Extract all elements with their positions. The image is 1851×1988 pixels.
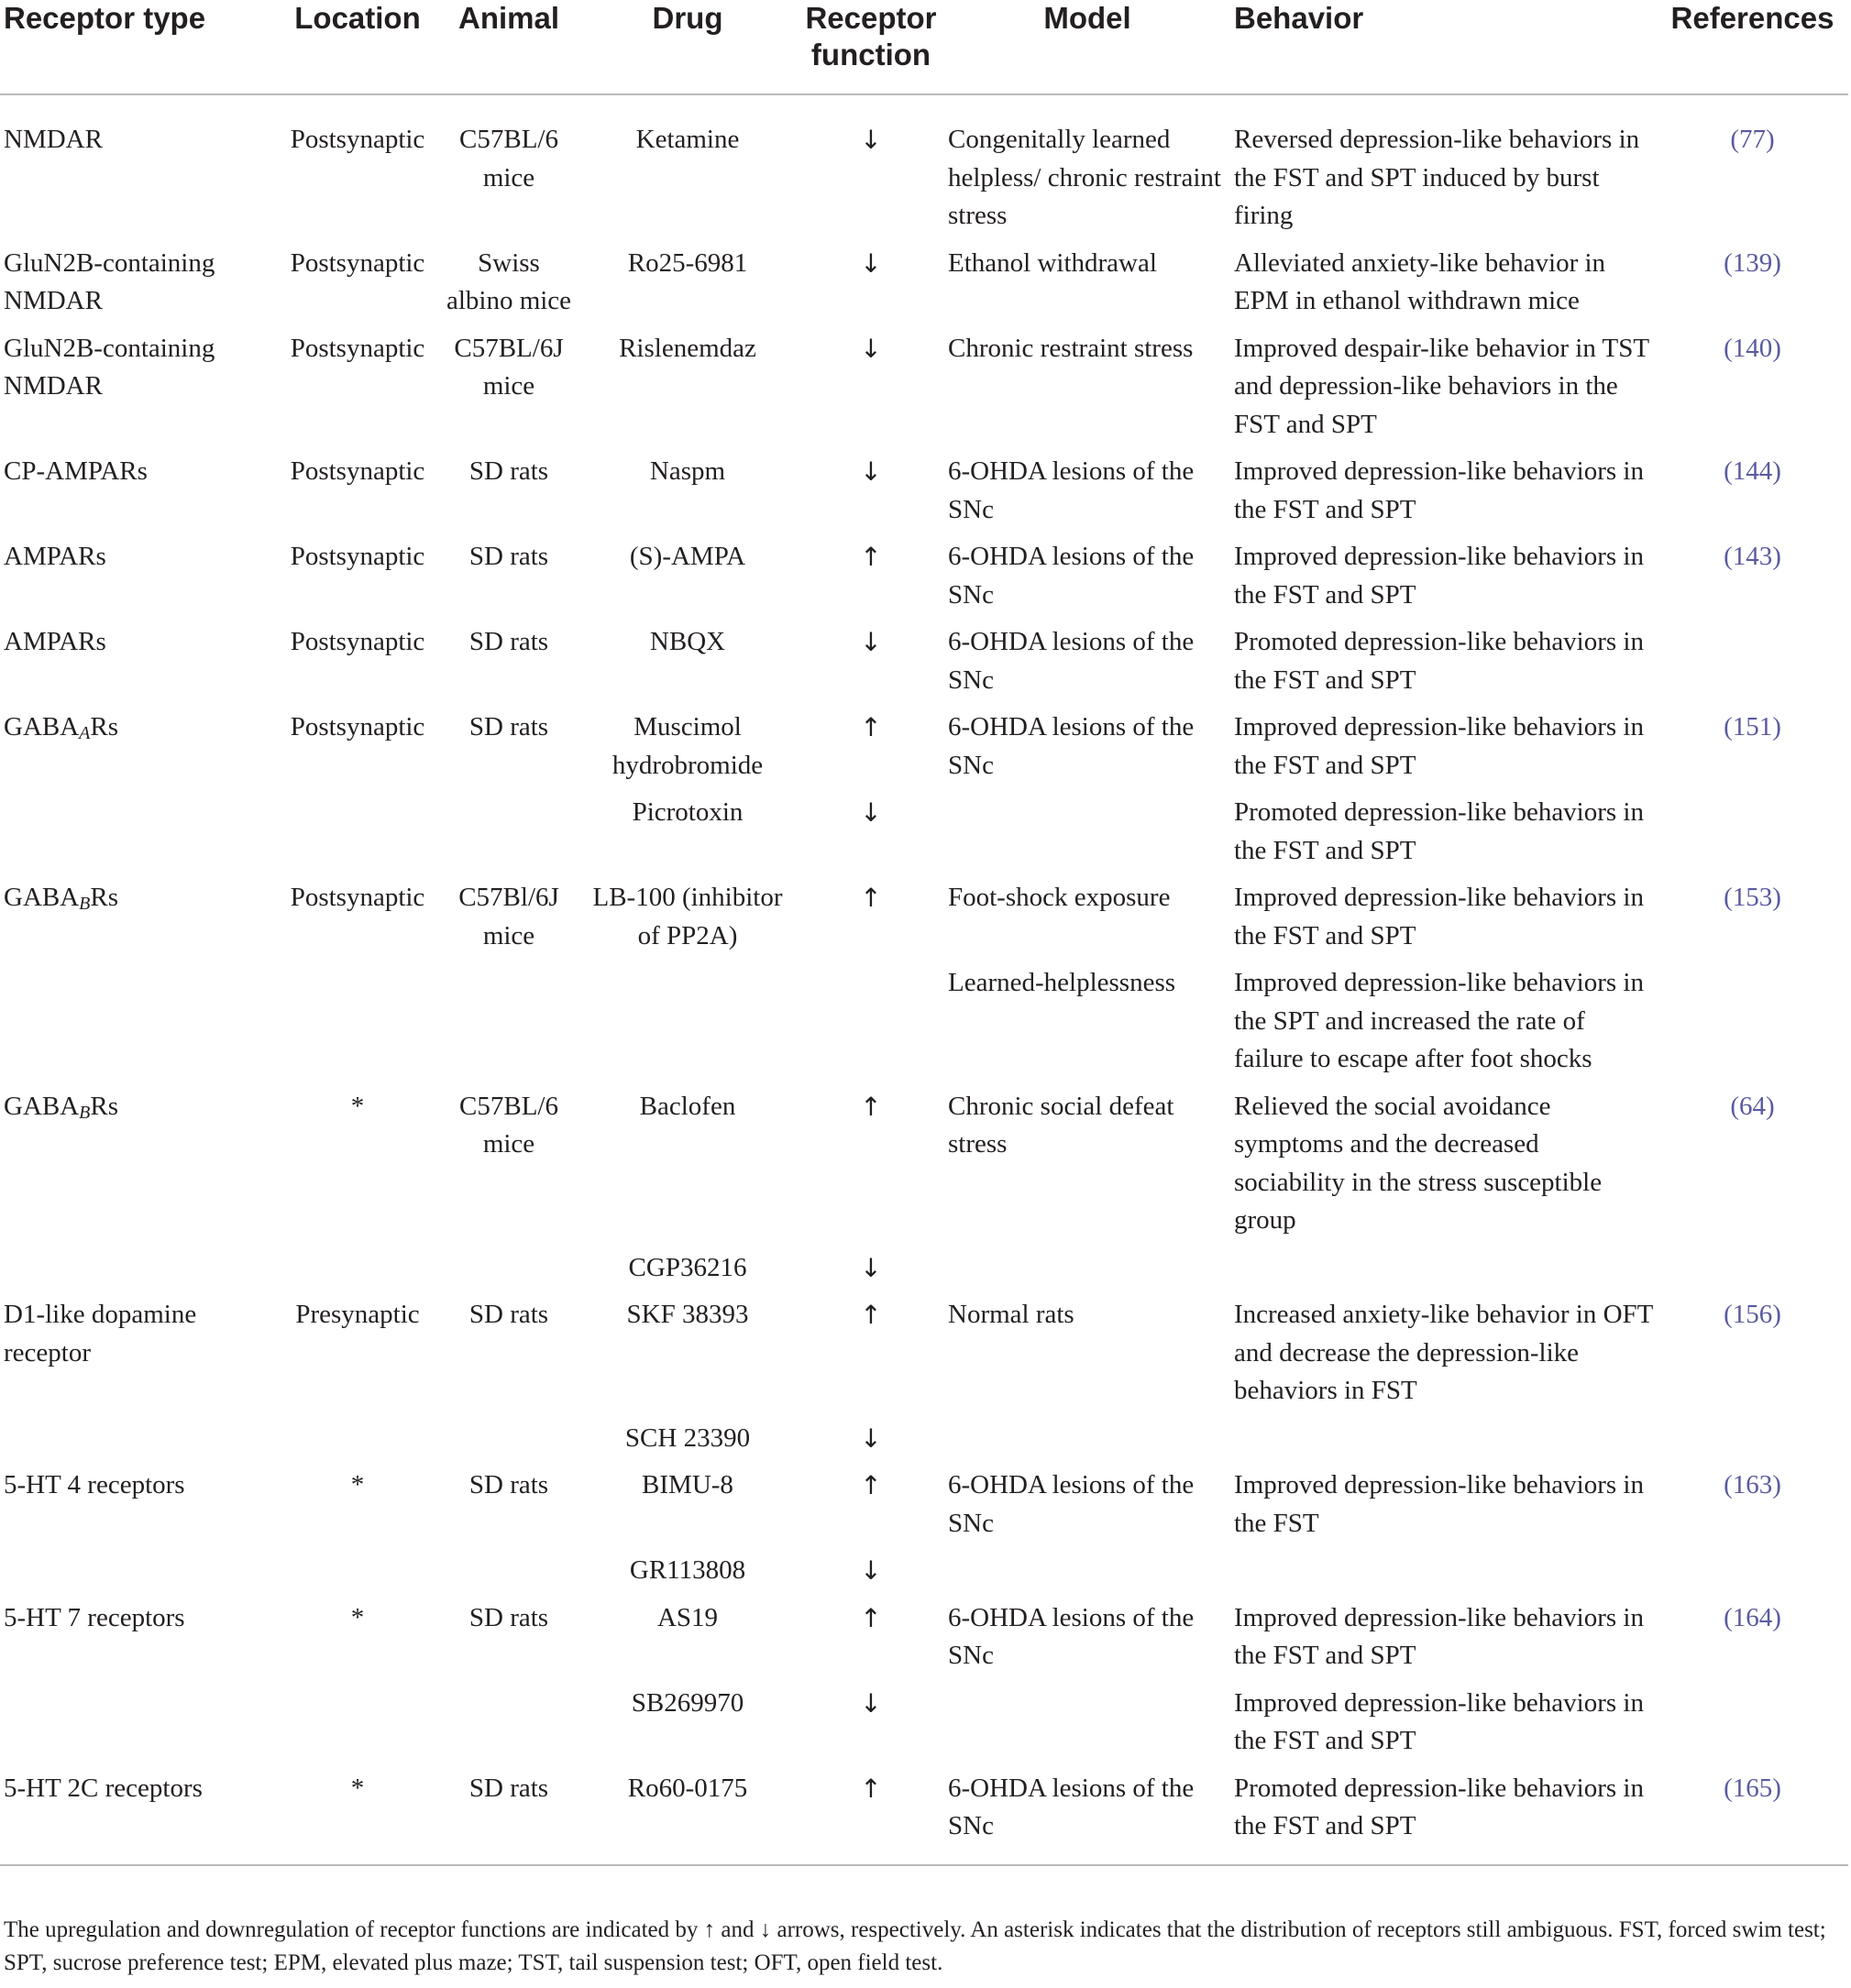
cell-animal [440,1420,578,1467]
cell-receptor-function: ↑ [798,1770,944,1865]
receptor-suffix: Rs [90,883,119,912]
cell-drug: Baclofen [639,1091,736,1121]
cell-drug: Ro60-0175 [578,1770,798,1865]
cell-receptor-function: ↓ [860,627,882,657]
cell-model [944,794,1230,879]
cell-location: Postsynaptic [290,883,425,912]
cell-behavior: Reversed depression-like behaviors in the FST and SPT induced by burst firing [1234,125,1640,230]
cell-receptor-function: ↑ [860,542,882,572]
cell-model: 6-OHDA lesions of the SNc [948,1470,1195,1538]
receptor-name: GABA [4,1091,80,1121]
cell-animal [440,964,578,1088]
cell-model: 6-OHDA lesions of the SNc [948,1602,1195,1670]
cell-animal: SD rats [468,542,549,571]
cell-drug: (S)-AMPA [629,542,746,571]
cell-reference[interactable]: (153) [1724,883,1781,912]
cell-behavior [1230,1249,1657,1297]
cell-reference [1657,1249,1848,1297]
cell-behavior [1230,1552,1657,1599]
cell-receptor-function: ↑ [860,1470,882,1500]
cell-animal: SD rats [468,456,549,486]
cell-receptor-function [798,964,944,1088]
cell-location: * [350,1602,365,1632]
cell-receptor-type [0,879,275,964]
cell-model [944,1685,1230,1770]
cell-reference [1657,794,1848,879]
cell-drug: GR113808 [629,1555,746,1585]
cell-drug: Ketamine [635,125,740,154]
cell-behavior: Improved depression-like behaviors in the FST and SPT [1234,1687,1644,1755]
cell-receptor-type: 5-HT 2C receptors [0,1770,275,1865]
table-row [0,623,1848,708]
cell-model: Learned-helplessness [948,968,1176,997]
header-receptor-function: Receptor function [798,0,944,94]
cell-receptor-type: 5-HT 4 receptors [4,1470,185,1499]
cell-drug: AS19 [656,1602,719,1632]
cell-receptor-function: ↓ [860,1422,882,1454]
receptor-suffix: Rs [90,712,119,741]
cell-animal: SD rats [468,1602,549,1632]
cell-model: 6-OHDA lesions of the SNc [948,712,1195,780]
cell-animal: SD rats [468,712,549,741]
cell-receptor-function: ↓ [860,1555,882,1586]
cell-reference[interactable]: (143) [1724,542,1781,571]
cell-location: Postsynaptic [290,333,425,363]
cell-receptor-type: D1-like dopamine receptor [4,1300,197,1367]
cell-model: Congenitally learned helpless/ chronic restraint stress [948,125,1221,230]
cell-model: 6-OHDA lesions of the SNc [948,542,1195,610]
cell-drug: CGP36216 [628,1252,747,1282]
cell-model: Chronic restraint stress [948,333,1194,363]
receptor-name: GABA [4,883,80,912]
cell-animal [440,1249,578,1297]
cell-behavior: Improved depression-like behaviors in the FST and SPT [1234,712,1644,780]
cell-drug: BIMU-8 [642,1470,733,1499]
cell-receptor-type [0,964,275,1088]
cell-receptor-function: ↓ [860,456,882,487]
cell-model: 6-OHDA lesions of the SNc [948,627,1195,695]
header-references: References [1657,0,1848,94]
cell-behavior: Relieved the social avoidance symptoms and the decreased sociability in the stress susceptible group [1234,1091,1603,1235]
table-row [0,1249,1848,1297]
cell-reference[interactable]: (144) [1724,456,1781,486]
cell-reference [1657,1552,1848,1599]
cell-behavior: Promoted depression-like behaviors in the FST and SPT [1230,1770,1657,1865]
cell-receptor-function: ↓ [860,333,882,364]
cell-receptor-function: ↓ [860,247,882,279]
cell-receptor-type [0,1552,275,1599]
table-row [0,330,1848,454]
cell-location [275,964,440,1088]
cell-behavior: Improved despair-like behavior in TST and depression-like behaviors in the FST and SPT [1234,333,1649,439]
table-row [0,964,1848,1088]
cell-receptor-type: GluN2B-containing NMDAR [4,333,215,401]
cell-receptor-type [0,794,275,879]
cell-model [944,1249,1230,1297]
cell-location [275,794,440,879]
receptor-subscript: B [79,1102,91,1123]
table-row [0,794,1848,879]
cell-model [944,1420,1230,1467]
cell-drug: SB269970 [631,1687,744,1718]
cell-location: Postsynaptic [290,712,425,741]
table-row [0,1466,1848,1552]
cell-location: * [350,1091,365,1121]
cell-receptor-function: ↑ [860,712,882,742]
table-row [0,1685,1848,1770]
cell-location: Postsynaptic [290,125,425,154]
cell-animal [440,1685,578,1770]
cell-behavior [1230,1420,1657,1467]
header-row [0,0,1848,94]
cell-animal: C57BL/6 mice [459,1091,558,1159]
cell-drug: SCH 23390 [624,1422,751,1453]
cell-receptor-type: AMPARs [4,627,106,656]
cell-reference[interactable]: (156) [1724,1300,1781,1329]
cell-behavior: Promoted depression-like behaviors in the FST and SPT [1234,797,1644,865]
cell-behavior: Improved depression-like behaviors in the FST and SPT [1234,542,1644,610]
cell-model: Chronic social defeat stress [948,1091,1174,1159]
receptor-subscript: A [79,723,91,743]
header-drug: Drug [578,0,798,94]
cell-receptor-function: ↓ [860,1252,882,1283]
cell-drug: Ro25-6981 [627,247,748,278]
cell-reference[interactable]: (163) [1724,1470,1781,1499]
header-receptor-type: Receptor type [0,0,275,94]
cell-location [275,1552,440,1599]
cell-drug: NBQX [649,627,726,656]
cell-receptor-function: ↓ [860,797,882,828]
cell-drug: Rislenemdaz [619,333,756,363]
cell-receptor-type: GluN2B-containing NMDAR [4,247,215,315]
cell-location: Postsynaptic [290,542,425,571]
table-row [0,94,1848,245]
cell-location [275,1685,440,1770]
cell-location [275,1420,440,1467]
cell-receptor-type [0,1685,275,1770]
cell-drug: Muscimol hydrobromide [611,712,764,780]
cell-drug [578,964,798,1088]
receptor-suffix: Rs [90,1091,119,1121]
table-row [0,1296,1848,1420]
cell-receptor-function: ↑ [860,1091,882,1122]
receptor-name: GABA [4,712,80,741]
table-row [0,879,1848,964]
cell-location [275,1249,440,1297]
cell-animal [440,794,578,879]
cell-receptor-type [0,708,275,794]
cell-drug: SKF 38393 [626,1300,749,1329]
table-row [0,1420,1848,1467]
receptor-subscript: B [79,894,91,914]
cell-animal: Swiss albino mice [446,247,572,315]
cell-location: Postsynaptic [290,456,425,486]
cell-animal: SD rats [440,1770,578,1865]
cell-reference[interactable]: (140) [1724,333,1781,363]
cell-model [944,1552,1230,1599]
table-row [0,453,1848,538]
cell-receptor-function: ↑ [860,1300,882,1330]
cell-model: Ethanol withdrawal [948,247,1157,278]
table-footnote: The upregulation and downregulation of receptor functions are indicated by ↑ and ↓ arrows, respectively. An asterisk indicates that the distribution of receptors still ambiguous. FST, forced swim test; SPT, sucrose preference test; EPM, elevated plus maze; TST, tail suspension test; OFT, open field test. [4,1917,1826,1975]
header-behavior: Behavior [1230,0,1657,94]
cell-behavior: Promoted depression-like behaviors in the FST and SPT [1234,627,1644,695]
table-row [0,1770,1848,1865]
cell-animal: SD rats [468,1300,549,1329]
header-location: Location [275,0,440,94]
cell-reference [1657,1685,1848,1770]
cell-reference[interactable]: (151) [1724,712,1781,741]
cell-animal: SD rats [468,627,549,656]
cell-receptor-function: ↑ [860,883,882,913]
table-body [0,94,1848,1865]
cell-model: Foot-shock exposure [948,883,1171,912]
cell-model: 6-OHDA lesions of the SNc [948,456,1195,524]
cell-reference[interactable]: (139) [1724,247,1781,278]
cell-behavior: Improved depression-like behaviors in the FST [1234,1470,1644,1538]
cell-location: Postsynaptic [290,247,425,278]
cell-behavior: Alleviated anxiety-like behavior in EPM in ethanol withdrawn mice [1234,247,1606,315]
cell-animal: C57Bl/6J mice [458,883,559,950]
cell-reference[interactable]: (165) [1657,1770,1848,1865]
cell-reference [1657,1420,1848,1467]
cell-behavior: Improved depression-like behaviors in the FST and SPT [1234,1602,1644,1670]
table-row [0,708,1848,794]
table-row [0,245,1848,330]
cell-location: Postsynaptic [290,627,425,656]
cell-reference [1657,623,1848,708]
cell-behavior: Improved depression-like behaviors in the SPT and increased the rate of failure to escape after foot shocks [1234,968,1644,1073]
cell-receptor-function: ↑ [860,1602,882,1633]
cell-location: Presynaptic [295,1300,420,1329]
header-animal: Animal [440,0,578,94]
cell-receptor-type: CP-AMPARs [4,456,148,486]
cell-receptor-type: AMPARs [4,542,106,571]
cell-receptor-type [0,1249,275,1297]
cell-drug: Naspm [649,456,726,486]
cell-reference [1657,964,1848,1088]
cell-location: * [350,1470,365,1499]
cell-location: * [275,1770,440,1865]
cell-drug: LB-100 (inhibitor of PP2A) [592,883,783,950]
cell-drug: Picrotoxin [632,797,744,827]
cell-receptor-function: ↓ [860,125,882,155]
cell-receptor-type: 5-HT 7 receptors [4,1602,185,1632]
table-row [0,1552,1848,1599]
cell-receptor-type [0,1088,275,1249]
cell-animal: C57BL/6 mice [459,125,558,192]
cell-animal [440,1552,578,1599]
cell-receptor-function: ↓ [860,1687,882,1719]
cell-behavior: Increased anxiety-like behavior in OFT and decrease the depression-like behaviors in FST [1234,1300,1653,1405]
cell-behavior: Improved depression-like behaviors in the FST and SPT [1234,456,1644,524]
cell-reference[interactable]: (77) [1730,125,1775,154]
cell-receptor-type: NMDAR [4,125,103,154]
table-row [0,1088,1848,1249]
cell-receptor-type [0,1420,275,1467]
table-row [0,1599,1848,1685]
cell-behavior: Improved depression-like behaviors in the FST and SPT [1234,883,1644,950]
cell-model: Normal rats [948,1300,1074,1329]
table-row [0,538,1848,623]
cell-reference[interactable]: (164) [1724,1602,1781,1632]
header-model: Model [944,0,1230,94]
cell-model: 6-OHDA lesions of the SNc [944,1770,1230,1865]
cell-animal: C57BL/6J mice [454,333,564,401]
cell-animal: SD rats [468,1470,549,1499]
cell-reference[interactable]: (64) [1730,1091,1775,1121]
